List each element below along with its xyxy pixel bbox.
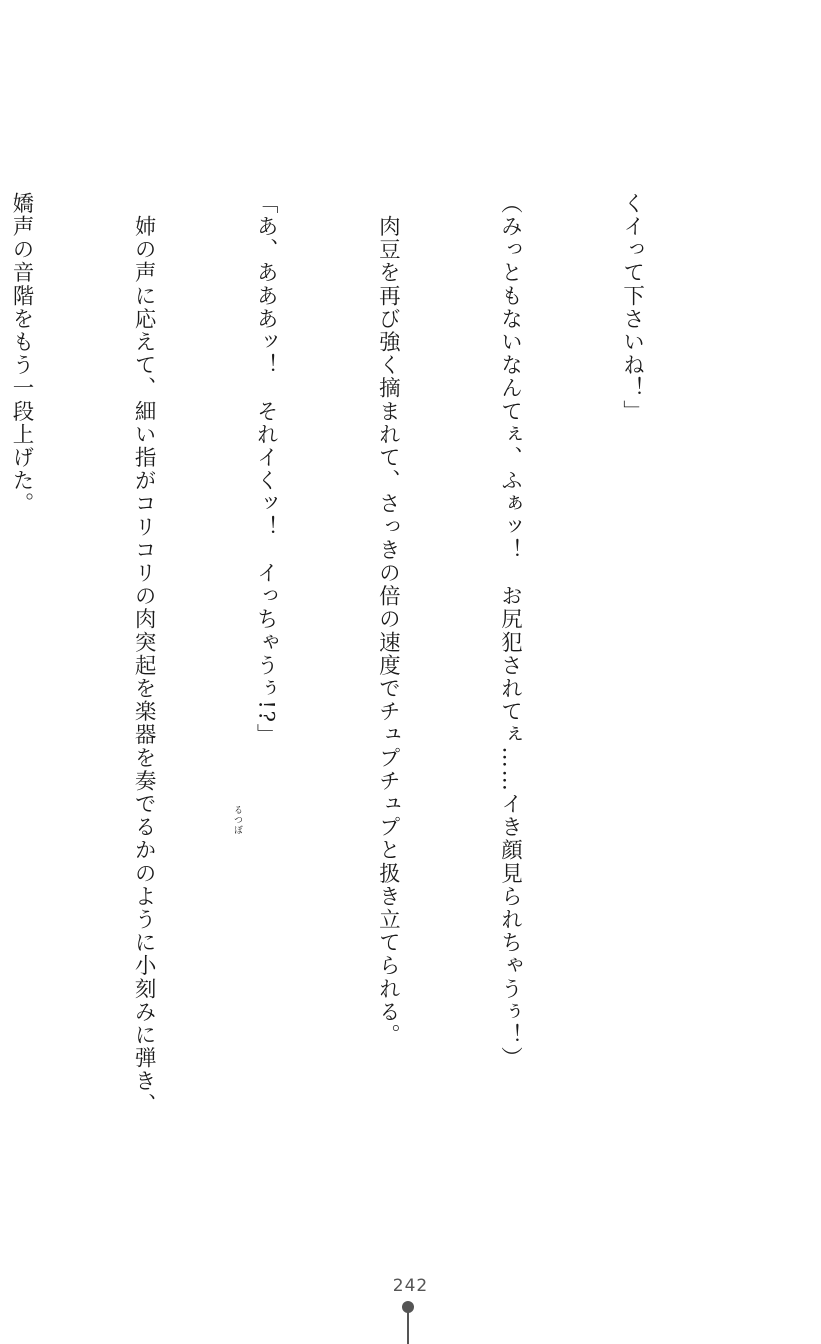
text-line: 「あ、あああッ！ それイくッ！ イっちゃうぅ!?」 — [253, 192, 279, 747]
text-line: 姉の声に応えて、細い指がコリコリの肉突起を楽器を奏でるかのように小刻みに弾き、 — [131, 192, 157, 1116]
text-line: 嬌声の音階をもう一段上げた。 — [9, 192, 35, 516]
vertical-text-body — [0, 192, 733, 1116]
page-number: 242 — [392, 1276, 429, 1296]
page-marker-line — [407, 1312, 409, 1344]
ruby-annotation: るつぼ — [232, 805, 242, 835]
text-line: 肉豆を再び強く摘まれて、さっきの倍の速度でチュプチュプと扱き立てられる。 — [375, 192, 401, 1047]
text-line: くイって下さいね！」 — [619, 192, 645, 423]
text-line: （みっともないなんてぇ、ふぁッ！ お尻犯されてぇ……イき顔見られちゃうぅ！） — [497, 192, 523, 1070]
